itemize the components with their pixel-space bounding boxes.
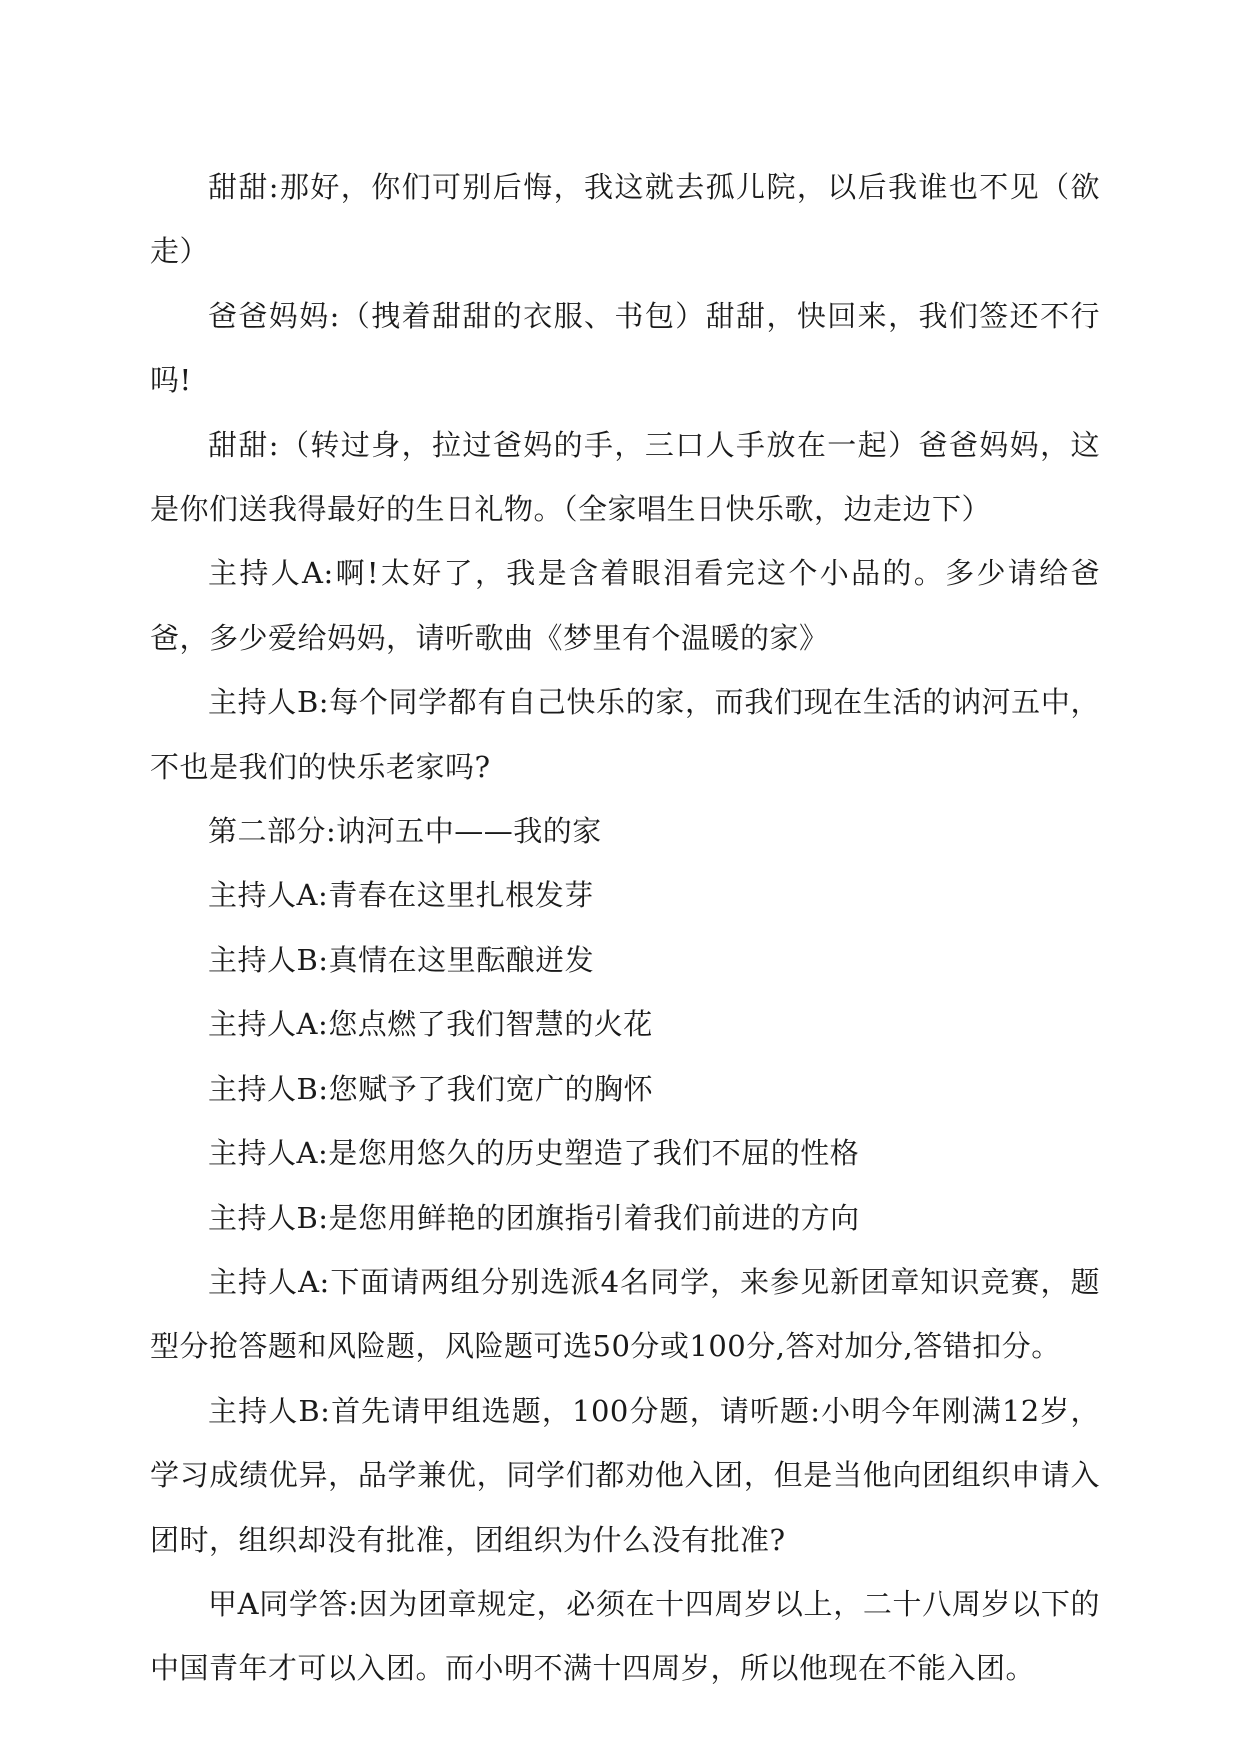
section-heading-part-two: 第二部分:讷河五中——我的家 [208, 814, 602, 849]
paragraph-tiantian-leave: 甜甜:那好，你们可别后悔，我这就去孤儿院，以后我谁也不见（欲走） [150, 170, 1100, 269]
paragraph-student-answer: 甲A同学答:因为团章规定，必须在十四周岁以上，二十八周岁以下的中国青年才可以入团。而小明不满十四周岁，所以他现在不能入团。 [150, 1586, 1100, 1686]
paragraph-host-b-mind: 主持人B:您赋予了我们宽广的胸怀 [208, 1071, 654, 1106]
paragraph-tiantian-gift: 甜甜:（转过身，拉过爸妈的手，三口人手放在一起）爸爸妈妈，这是你们送我得最好的生日礼物。（全家唱生日快乐歌，边走边下） [150, 427, 1100, 527]
paragraph-host-a-song: 主持人A:啊!太好了，我是含着眼泪看完这个小品的。多少请给爸爸，多少爱给妈妈，请听歌曲《梦里有个温暖的家》 [150, 556, 1100, 655]
paragraph-host-a-wisdom: 主持人A:您点燃了我们智慧的火花 [208, 1007, 653, 1042]
paragraph-host-b-flag: 主持人B:是您用鲜艳的团旗指引着我们前进的方向 [208, 1200, 860, 1235]
document-body [150, 155, 1100, 1701]
paragraph-host-a-history: 主持人A:是您用悠久的历史塑造了我们不屈的性格 [208, 1136, 860, 1171]
paragraph-host-b-sincerity: 主持人B:真情在这里酝酿迸发 [208, 942, 595, 977]
paragraph-host-a-youth: 主持人A:青春在这里扎根发芽 [208, 878, 594, 913]
paragraph-host-b-home: 主持人B:每个同学都有自己快乐的家，而我们现在生活的讷河五中，不也是我们的快乐老家吗? [150, 685, 1100, 784]
paragraph-host-a-contest: 主持人A:下面请两组分别选派4名同学，来参见新团章知识竞赛，题型分抢答题和风险题，风险题可选50分或100分,答对加分,答错扣分。 [150, 1264, 1100, 1364]
paragraph-host-b-question: 主持人B:首先请甲组选题，100分题，请听题:小明今年刚满12岁，学习成绩优异，品学兼优，同学们都劝他入团，但是当他向团组织申请入团时，组织却没有批准，团组织为什么没有批准? [150, 1393, 1100, 1557]
paragraph-parents-agree: 爸爸妈妈:（拽着甜甜的衣服、书包）甜甜，快回来，我们签还不行吗! [150, 298, 1100, 398]
